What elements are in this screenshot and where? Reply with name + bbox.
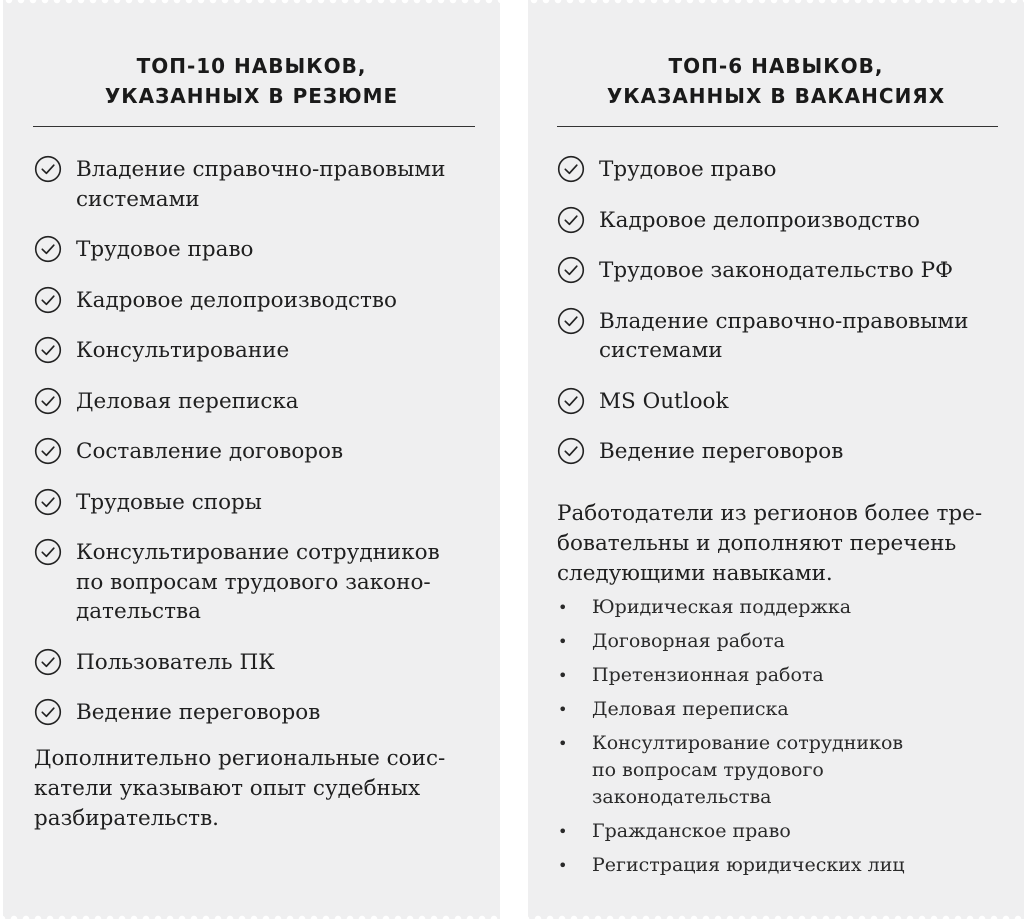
skill-item (34, 286, 484, 316)
check-circle-icon (557, 387, 585, 415)
extra-skill-label: Юридическая поддержка (592, 596, 852, 618)
skill-label: Пользователь ПК (76, 649, 275, 675)
skill-item (557, 437, 1007, 467)
skill-item (557, 256, 1007, 286)
extra-skill-item (557, 818, 1007, 845)
extra-skill-item (557, 594, 1007, 621)
left-note: Дополнительно региональные соис- катели указывают опыт судебных разбирательств. (34, 746, 446, 831)
extra-skill-label: Регистрация юридических лиц (592, 854, 905, 876)
bullet-icon: • (558, 632, 568, 651)
skill-item (34, 235, 484, 265)
bullet-icon: • (558, 666, 568, 685)
left-title-line-1: ТОП-10 НАВЫКОВ, (136, 54, 367, 78)
extra-skill-label: Консултирование сотрудников по вопросам трудового законодательства (592, 732, 904, 808)
right-title-line-1: ТОП-6 НАВЫКОВ, (668, 54, 884, 78)
check-circle-icon (557, 155, 585, 183)
left-skill-list (34, 155, 484, 749)
right-note: Работодатели из регионов более тре- бовательны и дополняют перечень следующими навыками. (557, 501, 983, 586)
skill-item (34, 488, 484, 518)
right-panel (528, 0, 1024, 919)
right-extra-skill-list (557, 594, 1007, 886)
skill-item (34, 336, 484, 366)
check-circle-icon (34, 387, 62, 415)
check-circle-icon (557, 437, 585, 465)
right-panel-title (528, 51, 1024, 111)
skill-item (34, 538, 484, 627)
extra-skill-label: Деловая переписка (592, 698, 789, 720)
extra-skill-item (557, 662, 1007, 689)
extra-skill-item (557, 730, 1007, 811)
bullet-icon: • (558, 734, 568, 753)
check-circle-icon (34, 235, 62, 263)
bullet-icon: • (558, 856, 568, 875)
check-circle-icon (34, 155, 62, 183)
skill-label: Трудовые споры (76, 489, 262, 515)
skill-item (557, 206, 1007, 236)
skill-label: Трудовое право (76, 237, 254, 262)
skill-item (34, 437, 484, 467)
check-circle-icon (557, 256, 585, 284)
skill-label: MS Outlook (599, 388, 729, 414)
check-circle-icon (34, 538, 62, 566)
extra-skill-label: Гражданское право (592, 820, 791, 842)
skill-label: Составление договоров (76, 439, 344, 464)
extra-skill-item (557, 696, 1007, 723)
extra-skill-item (557, 852, 1007, 879)
skill-item (557, 307, 1007, 366)
skill-item (34, 155, 484, 214)
skill-label: Деловая переписка (76, 388, 299, 414)
skill-item (34, 698, 484, 728)
skill-label: Ведение переговоров (76, 700, 321, 725)
skill-item (34, 387, 484, 417)
skill-label: Трудовое право (599, 157, 777, 182)
right-title-divider (557, 126, 998, 127)
skill-label: Консультирование сотрудников по вопросам трудового законо- дательства (76, 540, 440, 624)
skill-label: Трудовое законодательство РФ (599, 258, 953, 283)
bullet-icon: • (558, 700, 568, 719)
check-circle-icon (557, 206, 585, 234)
check-circle-icon (34, 488, 62, 516)
bullet-icon: • (558, 598, 568, 617)
check-circle-icon (34, 698, 62, 726)
skill-label: Кадровое делопроизводство (599, 207, 920, 233)
check-circle-icon (34, 437, 62, 465)
check-circle-icon (557, 307, 585, 335)
left-panel-title (3, 51, 500, 111)
left-panel (3, 0, 500, 919)
right-skill-list (557, 155, 1007, 488)
left-title-divider (33, 126, 475, 127)
skill-label: Кадровое делопроизводство (76, 287, 397, 313)
extra-skill-item (557, 628, 1007, 655)
skill-label: Владение справочно-правовыми системами (599, 308, 969, 363)
extra-skill-label: Претензионная работа (592, 664, 824, 686)
bullet-icon: • (558, 822, 568, 841)
skill-item (557, 387, 1007, 417)
skill-label: Консультирование (76, 338, 290, 363)
skill-label: Владение справочно-правовыми системами (76, 157, 446, 212)
right-title-line-2: УКАЗАННЫХ В ВАКАНСИЯХ (606, 84, 946, 108)
skill-item (557, 155, 1007, 185)
extra-skill-label: Договорная работа (592, 630, 785, 652)
skill-label: Ведение переговоров (599, 439, 844, 464)
left-title-line-2: УКАЗАННЫХ В РЕЗЮМЕ (104, 84, 399, 108)
check-circle-icon (34, 286, 62, 314)
check-circle-icon (34, 336, 62, 364)
check-circle-icon (34, 648, 62, 676)
skill-item (34, 648, 484, 678)
